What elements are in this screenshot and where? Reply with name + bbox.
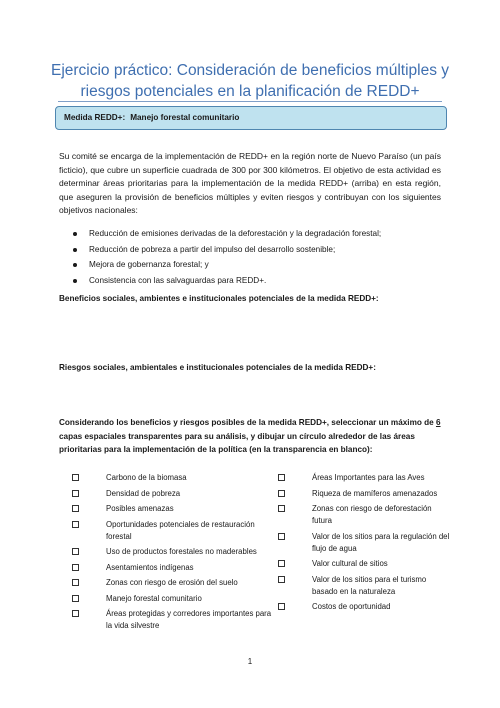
layer-option-label: Uso de productos forestales no maderables (106, 547, 257, 556)
measure-label: Medida REDD+: (64, 113, 126, 122)
title-divider (58, 101, 442, 102)
checkbox-icon[interactable] (72, 505, 79, 512)
checkbox-icon[interactable] (278, 533, 285, 540)
layer-option[interactable] (278, 472, 453, 484)
bullet-icon (73, 263, 77, 267)
bullet-icon (73, 279, 77, 283)
layer-option[interactable] (72, 488, 272, 500)
checkbox-icon[interactable] (278, 560, 285, 567)
instruction-heading (59, 416, 441, 457)
checkbox-icon[interactable] (278, 474, 285, 481)
layer-option-label: Carbono de la biomasa (106, 473, 187, 482)
checkbox-icon[interactable] (72, 490, 79, 497)
layer-option-label: Manejo forestal comunitario (106, 593, 202, 603)
instruction-number: 6 (435, 418, 441, 427)
objective-item (59, 257, 441, 273)
checkbox-icon[interactable] (278, 576, 285, 583)
layer-options-left (72, 472, 272, 636)
layer-option-label: Oportunidades potenciales de restauración forestal (106, 519, 255, 541)
checkbox-icon[interactable] (278, 603, 285, 610)
layer-option[interactable] (72, 472, 272, 484)
measure-box (55, 106, 447, 130)
layer-option[interactable] (72, 546, 272, 558)
checkbox-icon[interactable] (72, 595, 79, 602)
benefits-heading: Beneficios sociales, ambientes e institucionales potenciales de la medida REDD+: (59, 294, 379, 303)
checkbox-icon[interactable] (72, 548, 79, 555)
risks-heading: Riesgos sociales, ambientales e institucionales potenciales de la medida REDD+: (59, 363, 376, 372)
checkbox-icon[interactable] (278, 505, 285, 512)
layer-option-label: Riqueza de mamíferos amenazados (312, 488, 438, 498)
bullet-icon (73, 232, 77, 236)
layer-option[interactable] (72, 577, 272, 589)
layer-option[interactable] (278, 503, 453, 527)
title-line-2: riesgos potenciales en la planificación de REDD+ (80, 83, 420, 100)
layer-option[interactable] (72, 593, 272, 605)
checkbox-icon[interactable] (72, 610, 79, 617)
layer-option[interactable] (72, 562, 272, 574)
objective-text: Mejora de gobernanza forestal; y (89, 260, 209, 269)
layer-option-label: Valor cultural de sitios (312, 559, 388, 568)
objective-item (59, 242, 441, 258)
layer-option-label: Densidad de pobreza (106, 488, 181, 498)
layer-option[interactable] (278, 531, 453, 555)
layer-option-label: Zonas con riesgo de erosión del suelo (106, 578, 238, 587)
layer-option[interactable] (72, 519, 272, 543)
layer-option[interactable] (278, 601, 453, 613)
bullet-icon (73, 248, 77, 252)
layer-option-label: Asentamientos indígenas (106, 562, 194, 572)
checkbox-icon[interactable] (72, 564, 79, 571)
page-title (40, 60, 460, 102)
page-number: 1 (247, 657, 253, 666)
objective-text: Reducción de pobreza a partir del impulso del desarrollo sostenible; (89, 244, 336, 254)
measure-value: Manejo forestal comunitario (130, 113, 240, 122)
layer-option[interactable] (72, 608, 272, 632)
objective-text: Consistencia con las salvaguardas para REDD+. (89, 275, 267, 285)
layer-options-right (278, 472, 453, 617)
instruction-text-start: Considerando los beneficios y riesgos posibles de la medida REDD+, seleccionar un máximo de (59, 418, 436, 427)
layer-option-label: Valor de los sitios para la regulación del flujo de agua (312, 531, 450, 553)
intro-paragraph: Su comité se encarga de la implementación de REDD+ en la región norte de Nuevo Paraíso (un país ficticio), que cubre un superficie cuadrada de 300 por 300 kilómetros. El objetivo de esta actividad es determinar áreas prioritarias para la implementación de la medida REDD+ (arriba) en esta región, que aseguren la provisión de beneficios múltiples y eviten riesgos y contribuyan con los siguientes objetivos nacionales: (59, 151, 441, 215)
checkbox-icon[interactable] (72, 474, 79, 481)
checkbox-icon[interactable] (72, 579, 79, 586)
layer-option-label: Áreas protegidas y corredores importantes para la vida silvestre (106, 609, 272, 630)
title-line-1: Ejercicio práctico: Consideración de beneficios múltiples y (50, 62, 450, 79)
objective-item (59, 273, 441, 289)
objectives-list (59, 226, 441, 288)
layer-option[interactable] (278, 574, 453, 598)
layer-option-label: Costos de oportunidad (312, 602, 391, 611)
checkbox-icon[interactable] (278, 490, 285, 497)
layer-option-label: Áreas Importantes para las Aves (312, 473, 425, 482)
objective-text: Reducción de emisiones derivadas de la deforestación y la degradación forestal; (89, 229, 382, 238)
objective-item (59, 226, 441, 242)
layer-option-label: Valor de los sitios para el turismo basado en la naturaleza (312, 574, 427, 596)
instruction-text-end: capas espaciales transparentes para su análisis, y dibujar un círculo alrededor de las áreas prioritarias para la implementación de la política (en la transparencia en blanco): (59, 431, 415, 454)
layer-option-label: Zonas con riesgo de deforestación futura (312, 504, 432, 525)
layer-option[interactable] (72, 503, 272, 515)
layer-option[interactable] (278, 488, 453, 500)
layer-option-label: Posibles amenazas (106, 504, 174, 513)
layer-option[interactable] (278, 558, 453, 570)
checkbox-icon[interactable] (72, 521, 79, 528)
